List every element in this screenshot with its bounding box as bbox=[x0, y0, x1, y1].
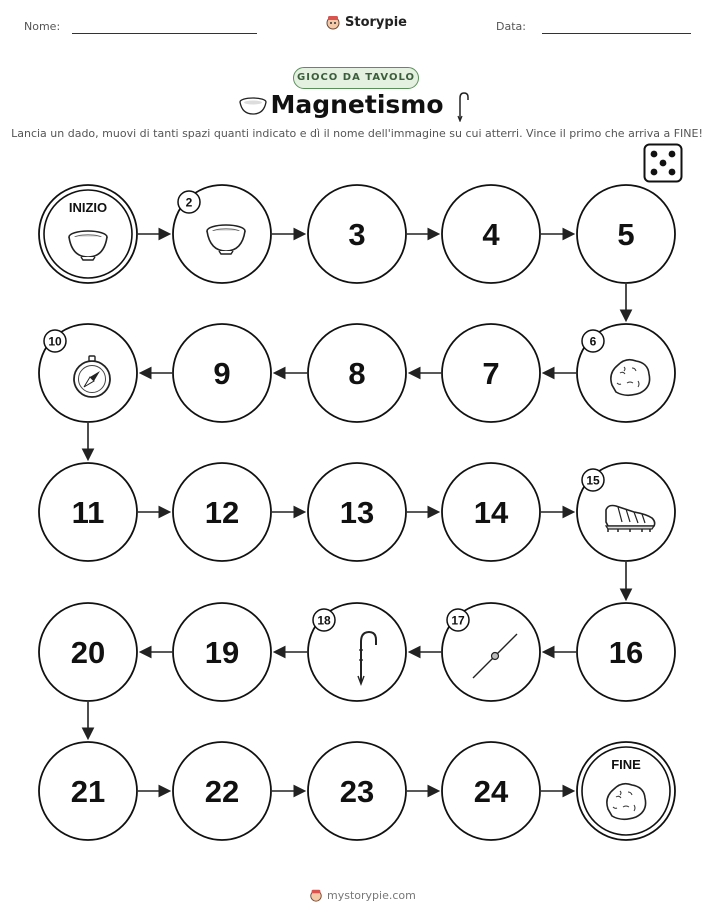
space-number: 7 bbox=[482, 356, 500, 391]
page-title: Magnetismo bbox=[270, 90, 444, 119]
board-space-7[interactable] bbox=[442, 324, 540, 422]
storypie-mascot-icon bbox=[309, 888, 323, 902]
board-space-5[interactable] bbox=[577, 185, 675, 283]
space-number: 23 bbox=[339, 774, 375, 809]
space-number: 16 bbox=[608, 635, 644, 670]
board-space-1[interactable] bbox=[39, 185, 137, 283]
instructions: Lancia un dado, muovi di tanti spazi quanti indicato e dì il nome dell'immagine su cui atterri. Vince il primo che arriva a FINE! bbox=[11, 127, 703, 140]
space-number: 19 bbox=[204, 635, 240, 670]
board-space-25[interactable] bbox=[577, 742, 675, 840]
footer-url[interactable]: mystorypie.com bbox=[327, 888, 416, 902]
space-number: 20 bbox=[70, 635, 106, 670]
board-space-11[interactable] bbox=[39, 463, 137, 561]
brand-name: Storypie bbox=[345, 14, 407, 30]
footer bbox=[309, 888, 416, 902]
board-space-4[interactable] bbox=[442, 185, 540, 283]
board-space-6[interactable] bbox=[577, 324, 675, 422]
space-number: 10 bbox=[48, 334, 62, 349]
finish-label: FINE bbox=[611, 757, 641, 772]
space-number: 2 bbox=[185, 195, 193, 210]
name-label: Nome: bbox=[24, 20, 61, 33]
board-space-20[interactable] bbox=[39, 603, 137, 701]
space-number: 13 bbox=[339, 495, 375, 530]
space-number: 9 bbox=[213, 356, 231, 391]
date-label: Data: bbox=[496, 20, 526, 33]
space-number: 6 bbox=[589, 334, 597, 349]
space-number: 22 bbox=[204, 774, 240, 809]
board-space-19[interactable] bbox=[173, 603, 271, 701]
space-number: 14 bbox=[473, 495, 509, 530]
space-number: 24 bbox=[473, 774, 509, 809]
space-number: 17 bbox=[451, 613, 465, 628]
board-space-17[interactable] bbox=[442, 603, 540, 701]
board-space-14[interactable] bbox=[442, 463, 540, 561]
space-number: 3 bbox=[348, 217, 366, 252]
board-space-23[interactable] bbox=[308, 742, 406, 840]
board-space-2[interactable] bbox=[173, 185, 271, 283]
board-space-21[interactable] bbox=[39, 742, 137, 840]
space-number: 8 bbox=[348, 356, 366, 391]
board-space-9[interactable] bbox=[173, 324, 271, 422]
space-number: 4 bbox=[482, 217, 500, 252]
space-number: 18 bbox=[317, 613, 331, 628]
space-number: 21 bbox=[70, 774, 106, 809]
board-space-22[interactable] bbox=[173, 742, 271, 840]
board-space-3[interactable] bbox=[308, 185, 406, 283]
start-label: INIZIO bbox=[68, 200, 108, 215]
board-space-12[interactable] bbox=[173, 463, 271, 561]
board-space-8[interactable] bbox=[308, 324, 406, 422]
board-space-18[interactable] bbox=[308, 603, 406, 701]
category-badge: GIOCO DA TAVOLO bbox=[293, 67, 419, 89]
space-number: 15 bbox=[586, 473, 600, 488]
board-space-24[interactable] bbox=[442, 742, 540, 840]
board-space-10[interactable] bbox=[39, 324, 137, 422]
board-space-13[interactable] bbox=[308, 463, 406, 561]
space-number: 12 bbox=[204, 495, 240, 530]
board-space-15[interactable] bbox=[577, 463, 675, 561]
board-space-16[interactable] bbox=[577, 603, 675, 701]
space-number: 11 bbox=[71, 495, 105, 530]
space-number: 5 bbox=[617, 217, 635, 252]
